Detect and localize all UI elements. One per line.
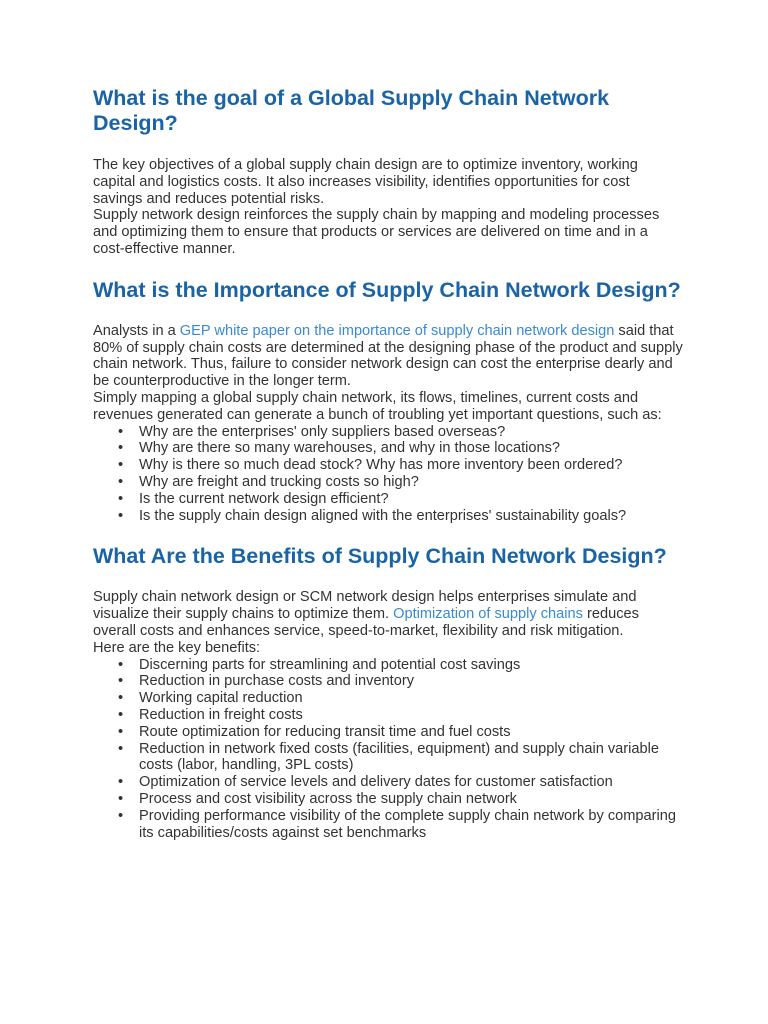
document-page (93, 86, 683, 841)
optimization-link[interactable]: Optimization of supply chains (393, 606, 583, 623)
list-item: • Route optimization for reducing transit time and fuel costs (139, 724, 683, 741)
list-item: • Why are freight and trucking costs so high? (139, 474, 683, 491)
section-heading-benefits: What Are the Benefits of Supply Chain Network Design? (93, 544, 667, 569)
section-heading-importance: What is the Importance of Supply Chain Network Design? (93, 277, 681, 302)
paragraph-mapping: Simply mapping a global supply chain network, its flows, timelines, current costs and revenues generated can generate a bunch of troubling yet important questions, such as: (93, 389, 662, 423)
gep-white-paper-link[interactable]: GEP white paper on the importance of supply chain network design (179, 322, 615, 339)
list-item: • Why are there so many warehouses, and why in those locations? (139, 440, 683, 457)
paragraph-analysts (93, 323, 683, 390)
list-item: • Reduction in network fixed costs (facilities, equipment) and supply chain variable costs (labor, handling, 3PL costs) (139, 741, 683, 775)
list-item: • Reduction in purchase costs and inventory (139, 673, 683, 690)
paragraph-key-benefits: Here are the key benefits: (93, 639, 261, 656)
paragraph-network-design: Supply network design reinforces the supply chain by mapping and modeling processes and optimizing them to ensure that products or services are delivered on time and in a cost-effective manner. (93, 207, 660, 257)
list-item: • Reduction in freight costs (139, 707, 683, 724)
paragraph-scm-design (93, 589, 683, 639)
list-item: • Why is there so much dead stock? Why has more inventory been ordered? (139, 457, 683, 474)
benefits-list (93, 657, 683, 842)
paragraph-objectives: The key objectives of a global supply chain design are to optimize inventory, working capital and logistics costs. It also increases visibility, identifies opportunities for cost savings and reduces potential risks. (93, 157, 638, 207)
list-item: • Is the supply chain design aligned with the enterprises' sustainability goals? (139, 508, 683, 525)
paragraph-scm-suffix: reduces overall costs and enhances service, speed-to-market, flexibility and risk mitigation. (93, 606, 639, 639)
list-item: • Why are the enterprises' only suppliers based overseas? (139, 424, 683, 441)
list-item: • Providing performance visibility of the complete supply chain network by comparing its capabilities/costs against set benchmarks (139, 808, 683, 842)
list-item: • Is the current network design efficient? (139, 491, 683, 508)
list-item: • Process and cost visibility across the supply chain network (139, 791, 683, 808)
paragraph-analysts-prefix: Analysts in a (93, 322, 180, 339)
paragraph-scm-prefix: Supply chain network design or SCM network design helps enterprises simulate and visualize their supply chains to optimize them. (93, 589, 637, 623)
section-heading-goal: What is the goal of a Global Supply Chain Network Design? (93, 86, 610, 135)
list-item: • Discerning parts for streamlining and potential cost savings (139, 657, 683, 674)
list-item: • Working capital reduction (139, 690, 683, 707)
list-item: • Optimization of service levels and delivery dates for customer satisfaction (139, 774, 683, 791)
questions-list (93, 424, 683, 525)
paragraph-analysts-suffix: said that 80% of supply chain costs are determined at the designing phase of the product and supply chain network. Thus, failure to consider network design can cost the enterprise dearly and be counterproductive in the longer term. (93, 322, 683, 390)
